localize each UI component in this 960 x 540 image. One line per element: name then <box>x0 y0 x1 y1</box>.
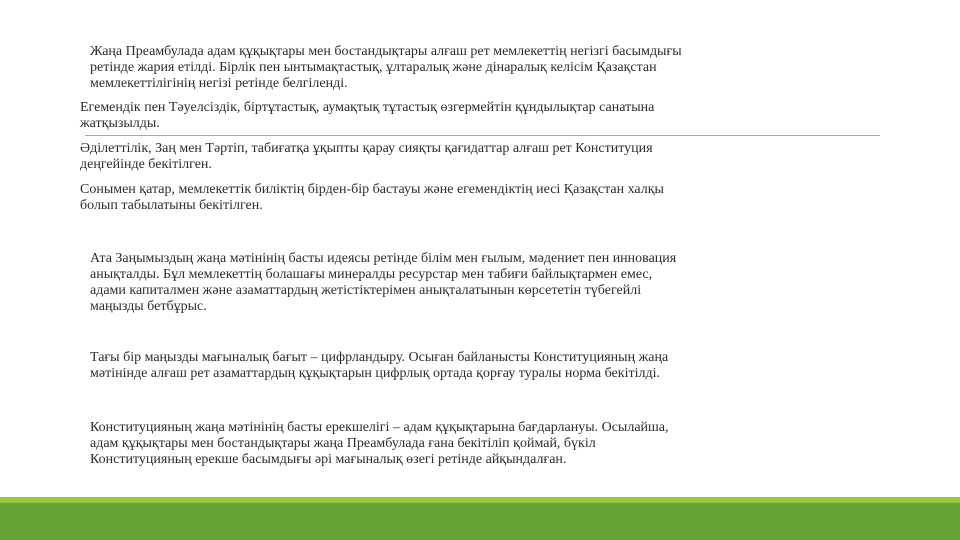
text-line: Конституцияның ерекше басымдығы әрі мағыналық өзегі ретінде айқындалған. <box>90 452 567 467</box>
footer-band <box>0 503 960 540</box>
text-line: адам құқықтары мен бостандықтары жаңа Преамбулада ғана бекітіліп қоймай, бүкіл <box>90 436 596 451</box>
paragraph-justice <box>80 141 653 173</box>
text-line: жатқызылды. <box>80 116 160 131</box>
text-line: Тағы бір маңызды мағыналық бағыт – цифрландыру. Осыған байланысты Конституцияның жаңа <box>90 350 669 365</box>
text-line: ретінде жария етілді. Бірлік пен ынтымақтастық, ұлтаралық және дінаралық келісім Қазақстан <box>90 60 657 75</box>
text-line: болып табылатыны бекітілген. <box>80 198 263 213</box>
text-line: Сонымен қатар, мемлекеттік биліктің бірден-бір бастауы және егемендіктің иесі Қазақстан халқы <box>80 182 664 197</box>
paragraph-preamble <box>90 44 682 92</box>
paragraph-sovereignty <box>80 100 654 132</box>
text-line: Конституцияның жаңа мәтінінің басты ерекшелігі – адам құқықтарына бағдарлануы. Осылайша, <box>90 420 669 435</box>
text-line: Егемендік пен Тәуелсіздік, біртұтастық, аумақтық тұтастық өзгермейтін құндылықтар санатына <box>80 100 655 115</box>
text-line: анықталды. Бұл мемлекеттің болашағы минералды ресурстар мен табиғи байлықтармен емес, <box>90 267 653 282</box>
text-line: Ата Заңымыздың жаңа мәтінінің басты идеясы ретінде білім мен ғылым, мәдениет пен инновация <box>90 251 677 266</box>
paragraph-people-power <box>80 182 664 214</box>
text-line: маңызды бетбұрыс. <box>90 299 207 314</box>
text-line: адами капиталмен және азаматтардың жетістіктерімен анықталатынын көрсететін түбегейлі <box>90 283 642 298</box>
text-line: деңгейінде бекітілген. <box>80 157 212 172</box>
text-line: Әділеттілік, Заң мен Тәртіп, табиғатқа ұқыпты қарау сияқты қағидаттар алғаш рет Конституция <box>80 141 653 156</box>
paragraph-human-rights <box>90 420 669 468</box>
paragraph-education <box>90 251 676 315</box>
text-line: мемлекеттілігінің негізі ретінде белгіленді. <box>90 76 348 91</box>
paragraph-digitalization <box>90 350 668 382</box>
text-line: Жаңа Преамбулада адам құқықтары мен бостандықтары алғаш рет мемлекеттің негізгі басымдығы <box>90 44 682 59</box>
text-line: мәтінінде алғаш рет азаматтардың құқықтарын цифрлық ортада қорғау туралы норма бекітілді. <box>90 366 660 381</box>
divider-line <box>85 135 880 136</box>
